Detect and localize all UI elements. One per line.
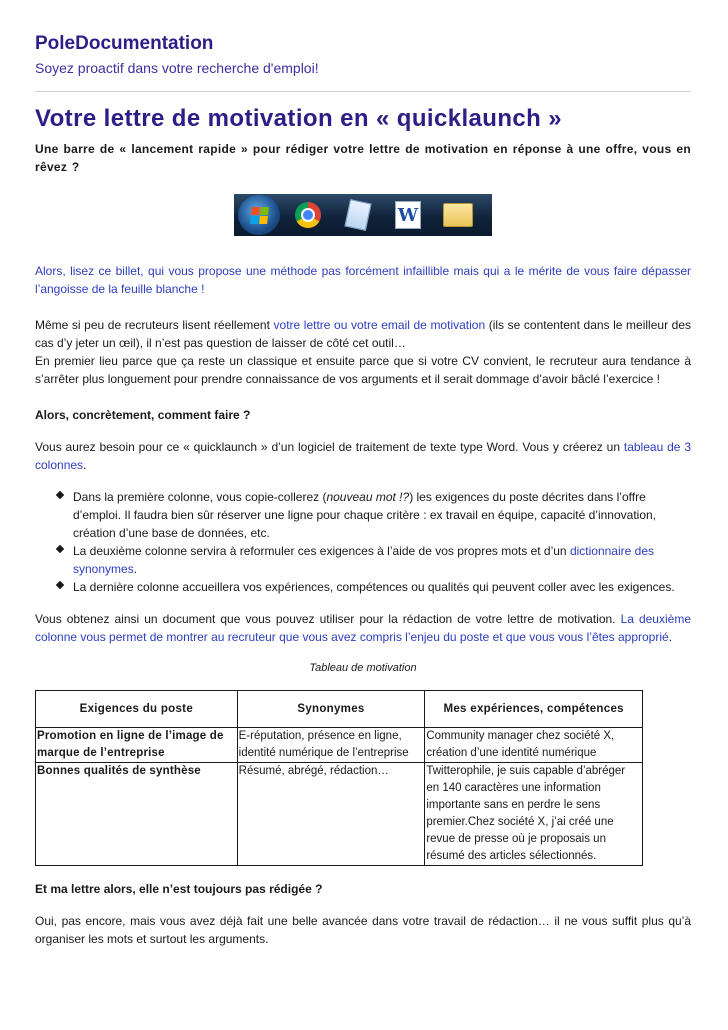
columns-list — [35, 488, 691, 596]
windows-logo — [250, 207, 269, 224]
windows-start-icon — [238, 195, 280, 235]
column-header: Exigences du poste — [36, 691, 238, 728]
table-cell: Promotion en ligne de l’image de marque de l’entreprise — [36, 728, 238, 763]
column-header: Synonymes — [237, 691, 425, 728]
bullet-diamond-icon — [56, 581, 64, 589]
link-dictionnaire-synonymes[interactable]: dictionnaire des synonymes — [73, 544, 654, 576]
paragraph-text: Même si peu de recruteurs lisent réellement — [35, 318, 274, 332]
paragraph-text: Vous aurez besoin pour ce « quicklaunch » d’un logiciel de traitement de texte type Word. Vous y créerez un — [35, 440, 624, 454]
paragraph-recruteurs — [35, 316, 691, 352]
paragraph-text: . — [83, 458, 87, 472]
paragraph-text: (ils se contentent dans le meilleur des cas d’y jeter un œil), il n’est pas question de laisser de côté cet outil… — [35, 318, 691, 350]
bullet-diamond-icon — [56, 491, 64, 499]
heading-concretement: Alors, concrètement, comment faire ? — [35, 408, 251, 422]
table-caption: Tableau de motivation — [309, 662, 417, 674]
list-item: Dans la première colonne, vous copie-collerez (nouveau mot !?) les exigences du poste décrites dans l’offre d’emploi. Il faudra bien sûr réserver une ligne pour chaque critère : ex travail en équipe, capacité d’innovation, création d’une base de données, etc. — [73, 488, 691, 542]
article-intro: Une barre de « lancement rapide » pour rédiger votre lettre de motivation en réponse à une offre, vous en rêvez ? — [35, 142, 691, 174]
paragraph-premier-lieu: En premier lieu parce que ça reste un classique et ensuite parce que si votre CV convient, le recruteur aura tendance à s’arrêter plus longuement pour prendre connaissance de vos arguments et il serait dommage d’avoir bâclé l’exercice ! — [35, 354, 691, 386]
link-lettre-motivation[interactable]: votre lettre ou votre email de motivation — [273, 318, 486, 332]
page — [35, 0, 691, 948]
notepad-icon — [336, 197, 380, 233]
table-cell: E-réputation, présence en ligne, identité numérique de l’entreprise — [237, 728, 425, 763]
table-header-row — [36, 691, 643, 728]
paragraph-quicklaunch — [35, 438, 691, 474]
paragraph-intro-link[interactable]: Alors, lisez ce billet, qui vous propose une méthode pas forcément infaillible mais qui a le mérite de vous faire dépasser l’angoisse de la feuille blanche ! — [35, 264, 691, 296]
paragraph-conclusion: Oui, pas encore, mais vous avez déjà fait une belle avancée dans votre travail de rédaction… il ne vous suffit plus qu’à organiser les mots et surtout les arguments. — [35, 914, 691, 946]
table-cell: Community manager chez société X, création d’une identité numérique — [425, 728, 643, 763]
site-title[interactable]: PoleDocumentation — [35, 33, 214, 54]
folder-icon — [436, 197, 480, 233]
article-title[interactable]: Votre lettre de motivation en « quicklaunch » — [35, 105, 563, 132]
table-cell: Résumé, abrégé, rédaction… — [237, 763, 425, 866]
quicklaunch-taskbar-image — [234, 194, 492, 236]
link-deuxieme-colonne[interactable]: La deuxième colonne vous permet de montrer au recruteur que vous avez compris l’enjeu du poste et que vous vous l’êtes approprié — [35, 612, 691, 644]
table-row — [36, 728, 643, 763]
column-header: Mes expériences, compétences — [425, 691, 643, 728]
chrome-icon — [286, 197, 330, 233]
table-cell: Bonnes qualités de synthèse — [36, 763, 238, 866]
list-item: La dernière colonne accueillera vos expériences, compétences ou qualités qui peuvent coller avec les exigences. — [73, 578, 691, 596]
heading-lettre-pas-redigee: Et ma lettre alors, elle n’est toujours pas rédigée ? — [35, 882, 323, 896]
site-tagline: Soyez proactif dans votre recherche d'emploi! — [35, 60, 319, 76]
paragraph-document: Vous obtenez ainsi un document que vous pouvez utiliser pour la rédaction de votre lettre de motivation. La deuxième colonne vous permet de montrer au recruteur que vous avez compris l’enjeu du poste et que vous vous l’êtes approprié. — [35, 612, 691, 644]
list-item: La deuxième colonne servira à reformuler ces exigences à l’aide de vos propres mots et d’un dictionnaire des synonymes. — [73, 542, 691, 578]
link-tableau-colonnes[interactable]: tableau de 3 colonnes — [35, 440, 692, 472]
header-divider — [35, 91, 691, 92]
bullet-diamond-icon — [56, 545, 64, 553]
motivation-table — [35, 690, 643, 866]
table-cell: Twitterophile, je suis capable d’abréger en 140 caractères une information importante sans en perdre le sens premier.Chez société X, j’ai créé une revue de presse où je proposais un résumé des articles sélectionnés. — [425, 763, 643, 866]
word-icon: W — [386, 197, 430, 233]
table-row — [36, 763, 643, 866]
